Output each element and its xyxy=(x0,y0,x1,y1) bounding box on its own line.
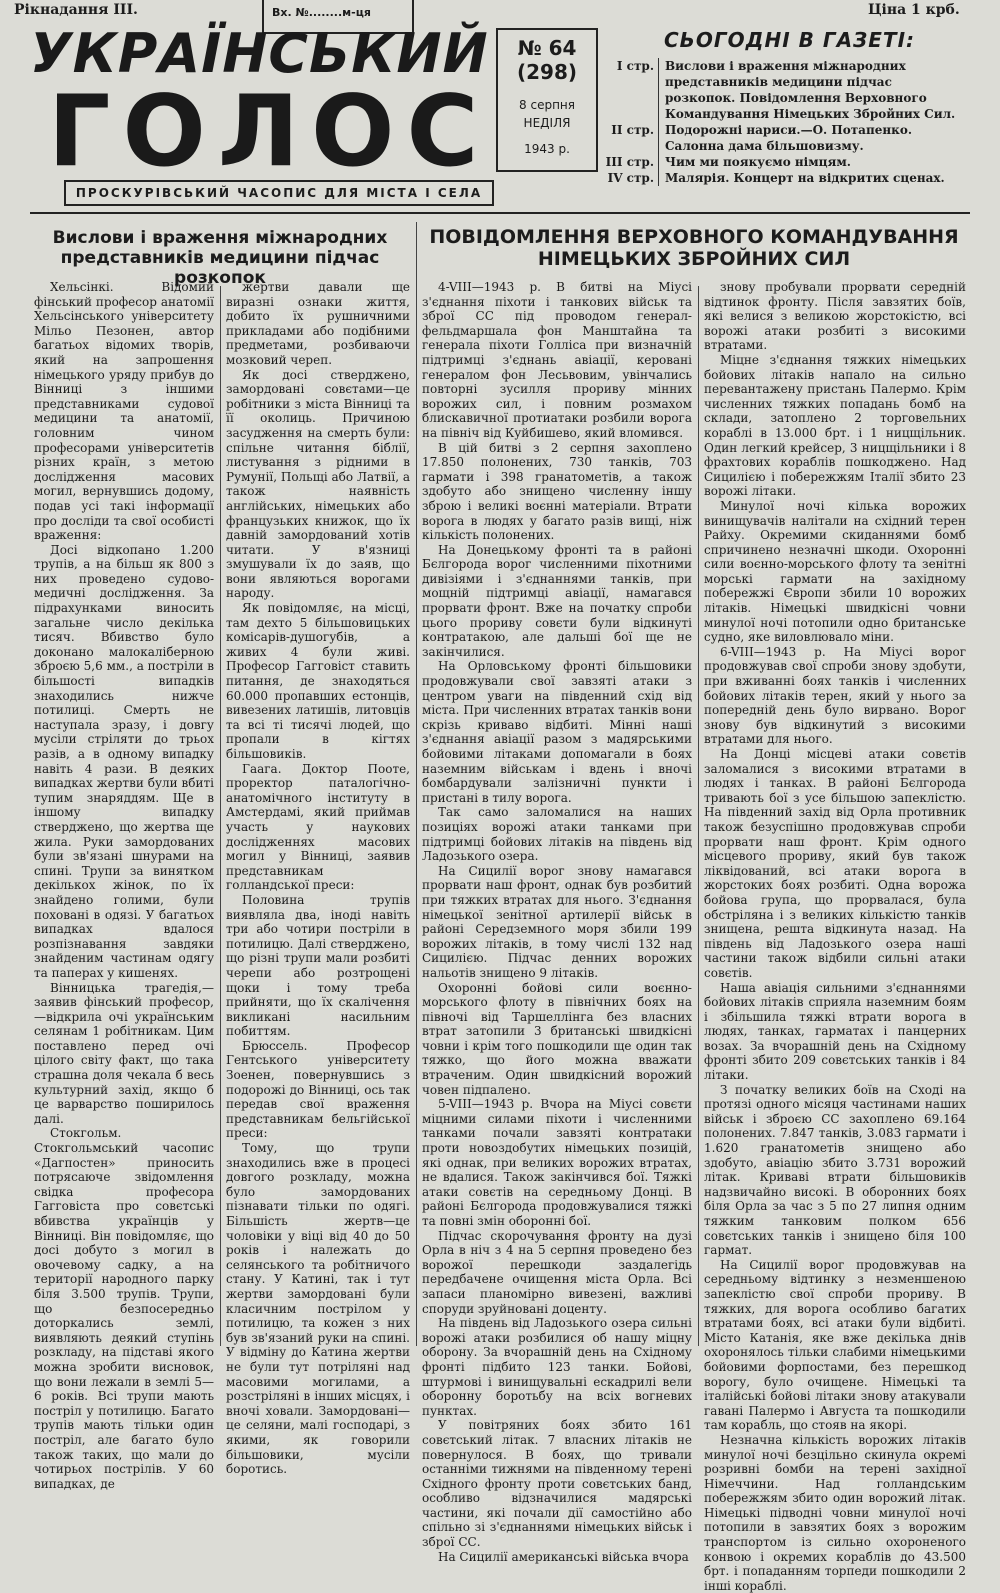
article-paragraph: У повітряних боях збито 161 совєтський літак. 7 власних літаків не повернулося. В боях, що тривали останніми тижнями на південному терені Східного фронту проти совєтських банд, особливо відзначилися мадярські частини, які почали дії самостійно або спільно зі з'єднаннями німецьких військ і зброї СС. xyxy=(422,1418,692,1550)
article-paragraph: 5-VIII—1943 р. Вчора на Міусі совєти міцними силами піхоти і численними танками почали завзяті контратаки проти новоздобутих німецьких позицій, які однак, при великих ворожих втратах, не вдалися. Також закінчився бої. Тяжкі атаки совєтів на середньому Донці. В районі Бєлгорода продовжувалися тяжкі та повні змін оборонні бої. xyxy=(422,1097,692,1228)
price-label: Ціна 1 крб. xyxy=(868,2,960,18)
article-paragraph: Вінницька трагедія,—заявив фінський професор,—відкрила очі українським селянам 1 робітникам. Цим поставлено перед очі цілого світу факт, що така страшна доля чекала б весь культурний захід, якщо б це варварство поширилось далі. xyxy=(34,980,214,1126)
contents-page-number: II стр. xyxy=(604,122,659,154)
issue-number: № 64 (298) xyxy=(516,36,578,84)
article-paragraph: 4-VIII—1943 р. В битві на Міусі з'єднання піхоти і танкових військ та зброї СС під проводом генерал-фельдмаршала фон Манштайна та генерала піхоти Голліса при визначній підтримці з'єднань авіації, керовані генералом фон Лесьвовим, увінчались повторні зусилля прориву мінних ворожих сил, і повним розмахом блискавичної протиатаки розбили ворога на північ від Куйбишево, який вломився. xyxy=(422,280,692,440)
contents-heading: СЬОГОДНІ В ГАЗЕТІ: xyxy=(664,28,916,52)
article-paragraph: На південь від Ладозького озера сильні ворожі атаки розбилися об нашу міцну оборону. За вчорашній день на Східному фронті підбито 123 танки. Бойові, штурмові і винищувальні ескадрилі вели оборонну боротьбу на всіх вогневих пунктах. xyxy=(422,1316,692,1418)
article-paragraph: Стокгольм. Стокгольмський часопис «Дагпостен» приносить потрясаюче звідомлення свідка професора Гагговіста про совєтські вбивства українців у Вінниці. Він повідомляє, що досі добуто з могил в овочевому садку, а на території народного парку біля 3.500 трупів. Трупи, що безпосередньо доторкались землі, виявляють деякий ступінь розкладу, на підставі якого можна зробити висновок, що вони лежали в землі 5—6 років. Всі трупи мають постріл у потилицю. Багато трупів мають тільки один постріл, але багато було також таких, що мали до чотирьох пострілів. У 60 випадках, де xyxy=(34,1126,214,1491)
masthead-title-line2: ГОЛОС xyxy=(48,75,491,189)
column-divider-1 xyxy=(220,286,221,1346)
article-paragraph: На Сицилії американські війська вчора xyxy=(438,1549,689,1564)
article-paragraph: На Донці місцеві атаки совєтів заломалися з високими втратами в людях і танках. В районі Бєлгорода тривають бої з усе більшою запеклістю. На південний захід від Орла противник також безуспішно продовжував спроби прорвати наш фронт. Крім одного місцевого прориву, який був також ліквідований, всі атаки ворога в жорстоких боях розбиті. Одна ворожа бойова група, що прорвалася, була обстріляна і з великих кількістю танків знищена, решта відкинута назад. На південь від Ладозького озера наші частини також відбили сильні атаки совєтів. xyxy=(704,747,966,980)
article-paragraph: На Донецькому фронті та в районі Бєлгорода ворог численними піхотними дивізіями і з'єднаннями танків, при мощній підтримці авіації, намагався прорвати фронт. Вже на початку спроби цього прориву совєти були відкинуті контратакою, але дальші бої ще не закінчилися. xyxy=(422,542,692,659)
article1-column-1 xyxy=(34,280,214,1491)
article-paragraph: Незначна кількість ворожих літаків минулої ночі безцільно скинула окремі розривні бомби на терені західної Німеччини. Над голландським побережжям збито один ворожий літак. Німецькі підводні човни минулої ночі потопили в завзятих боях з ворожим транспортом із сильно охороненого конвою і окремих кораблів до 43.500 брт. і попаданням торпеди пошкодили 2 інші кораблі. xyxy=(704,1432,966,1593)
contents-row xyxy=(604,122,964,154)
article-paragraph: 6-VIII—1943 р. На Міусі ворог продовжував свої спроби знову здобути, при вживанні бoях танків і численних бойових літаків терен, який у нього за попередній день було вирвано. Ворог знову був відкинутий з високими втратами для нього. xyxy=(704,644,966,747)
issue-day: 8 серпня xyxy=(519,98,575,112)
article-paragraph: На Сицилії ворог знову намагався прорвати наш фронт, однак був розбитий при тяжких втратах для нього. З'єднання німецької зенітної артилерії військ в районі Середземного моря збили 199 ворожих літаків, в тому числі 132 над Сицилією. Підчас денних ворожих нальотів знищено 9 літаків. xyxy=(422,863,692,980)
article1-title: Вислови і враження міжнародних представників медицини підчас розкопок xyxy=(52,228,388,288)
issue-year: 1943 р. xyxy=(524,142,570,156)
article-paragraph: Гаага. Доктор Пооте, проректор паталогічно-анатомічного інституту в Амстердамі, який приймав участь у наукових дослідженнях масових могил у Вінниці, заявив представникам голландської преси: xyxy=(226,761,410,893)
article-paragraph: Тому, що трупи знаходились вже в процесі довгого розкладу, можна було замордованих пізнавати тільки по одягі. Більшість жертв—це чоловіки у віці від 40 до 50 років і належать до селянського та робітничого стану. У Катині, так і тут жертви замордовані були класичним пострілом у потилицю, та кожен з них був зв'язаний руки на спині. У відміну до Катина жертви не були тут потріляні над масовими могилами, а розстріляні в інших місцях, і вночі ховали. Замордовані—це селяни, малі господарі, з якими, як говорили більшовики, мусіли боротись. xyxy=(226,1141,410,1477)
contents-row xyxy=(604,170,964,186)
article-paragraph: Охоронні бойові сили воєнно-морського флоту в північних боях на півночі від Таршеллінга без власних втрат затопили 3 британські швидкісні човни і крім того пошкодили ще один так тяжко, що його можна вважати втраченим. Один швидкісний ворожий човен підпалено. xyxy=(422,980,692,1097)
year-label: Рікнадання III. xyxy=(14,2,138,18)
contents-items: Чим ми поякуємо німцям. xyxy=(665,155,851,169)
article-paragraph: В цій битві з 2 серпня захоплено 17.850 полонених, 730 танків, 703 гармати і 398 гранатометів, а також здобуто або знищено численну іншу зброю і великі воєнні матеріали. Втрати ворога в людях у багато разів вищі, ніж кількість полонених. xyxy=(422,440,692,543)
article-paragraph: Досі відкопано 1.200 трупів, а на більш як 800 з них проведено судово-медичні дослідження. За підрахунками виносить загальне число декілька тисяч. Вбивство було доконано малокаліберною зброєю 5,6 мм., а постріли в більшості випадків знаходились нижче потилиці. Смерть не наступала зразу, і довгу мусіли стріляти до трьох разів, а в одному випадку навіть 4 рази. В деяких випадках жертви були вбиті тупим знаряддям. Ще в іншому випадку стверджено, що жертва ще жила. Руки замордованих були зв'язані шнурами на спині. Трупи за винятком декількох жінок, по їх знайдено голими, були поховані в одязі. У багатьох випадках вдалося розпізнавання завдяки знайденим частинам одягу та паперах у кишенях. xyxy=(34,542,214,980)
contents-items: Подорожні нариси.—О. Потапенко. Салонна дама більшовизму. xyxy=(665,123,913,153)
contents-items: Вислови і враження міжнародних представників медицини підчас розкопок. Повідомлення Верховного Командування Німецьких Збройних Сил. xyxy=(665,59,956,121)
article-paragraph: Минулої ночі кілька ворожих винищувачів налітали на східний терен Райху. Окремими скиданнями бомб спричинено незначні шкоди. Охоронні сили воєнно-морського флоту та зенітні морські гармати на західному побережжі Європи збили 10 ворожих літаків. Німецькі швидкісні човни минулої ночі потопили одно британське судно, яке виловлювало міни. xyxy=(704,498,966,645)
article-paragraph: Міцне з'єднання тяжких німецьких бойових літаків напало на сильно перевантажену пристань Палермо. Крім численних тяжких попадань бомб на склади, затоплено 2 торговельних кораблі в 13.000 брт. і 1 ницщільник. Один легкий крейсер, 3 ницщільники і 8 фрахтових кораблів пошкоджено. Над Сицилією і побережжям Італії збито 23 ворожі літаки. xyxy=(704,352,966,499)
contents-page-number: І стр. xyxy=(604,58,659,122)
contents-page-number: III стр. xyxy=(604,154,659,170)
article-paragraph: знову пробували прорвати середній відтинок фронту. Після завзятих боїв, які велися з великою жорстокістю, всі ворожі атаки розбиті з високими втратами. xyxy=(704,280,966,353)
article1-column-2 xyxy=(226,280,410,1477)
contents-list xyxy=(604,58,964,186)
masthead-title-line1: УКРАЇНСЬКИЙ xyxy=(30,22,489,85)
article-paragraph: З початку великих боїв на Сході на протязі одного місяця частинами наших військ і зброєю СС захоплено 69.164 полонених. 7.847 танків, 3.083 гармати і 1.620 гранатометів знищено або здобуто, авіацію збито 3.731 ворожий літак. Криваві втрати більшовиків надзвичайно високі. В оборонних боях біля Орла за час з 5 по 27 липня одним тяжким танковим полком 656 совєтських танків і знищено біля 100 гармат. xyxy=(704,1082,966,1258)
masthead-subtitle: ПРОСКУРІВСЬКИЙ ЧАСОПИС ДЛЯ МІСТА І СЕЛА xyxy=(64,180,494,206)
issue-box xyxy=(496,28,598,172)
article-paragraph: жертви давали ще виразні ознаки життя, добито їх рушничними прикладами або подібними предметами, розбиваючи мозковий череп. xyxy=(226,280,410,367)
header-rule xyxy=(30,212,970,214)
article-paragraph: Брюссель. Професор Гентського університету Зоенен, повернувшись з подорожі до Вінниці, ось так передав свої враження представникам бельгійської преси: xyxy=(226,1038,410,1141)
article-paragraph: Підчас скорочування фронту на дузі Орла в ніч з 4 на 5 серпня проведено без ворожої перешкоди заздалегідь передбачене очищення міста Орла. Всі запаси планомірно вивезені, важливі споруди зруйновані доценту. xyxy=(422,1228,692,1316)
contents-row xyxy=(604,154,964,170)
column-divider-2 xyxy=(416,222,417,1346)
article-paragraph: На Сицилії ворог продовжував на середньому відтинку з незменшеною запеклістю свої спроби прориву. В тяжких, для ворога особливо багатих втратами боях, всі атаки були відбиті. Місто Катанія, яке вже декілька днів охоронялось тільки слабими німецькими бойовими форпостами, без перешкод ворогу, було очищене. Німецькі та італійські бойові літаки знову атакували гавані Палермо і Августа та пошкодили там корабль, що стояв на якорі. xyxy=(704,1257,966,1433)
contents-page-number: IV стр. xyxy=(604,170,659,186)
column-divider-3 xyxy=(698,286,699,1346)
article-paragraph: Так само заломалися на наших позиціях ворожі атаки танками при підтримці бойових літаків на південь від Ладозького озера. xyxy=(422,805,692,864)
article2-column-1 xyxy=(422,280,692,1564)
article-paragraph: Половина трупів виявляла два, іноді навіть три або чотири постріли в потилицю. Далі стверджено, що різні трупи мали розбиті черепи або розтрощені щоки і тому треба прийняти, що їх скалічення викликані насильним побиттям. xyxy=(226,892,410,1039)
contents-items: Малярія. Концерт на відкритих сценах. xyxy=(665,171,945,185)
registry-stamp: Вх. №........м-ця xyxy=(262,0,414,34)
article-paragraph: Хельсінкі. Відомий фінський професор анатомії Хельсінського університету Мільо Пезонен, автор багатьох відомих творів, який на запрошення німецького уряду прибув до Вінниці з іншими представниками судової медицини та анатомії, головним чином професорами університетів різних країн, з метою дослідження масових могил, вернувшись додому, подав усі такі інформації про досліди та свої особисті враження: xyxy=(34,280,214,543)
article2-title: ПОВІДОМЛЕННЯ ВЕРХОВНОГО КОМАНДУВАННЯ НІМЕЦЬКИХ ЗБРОЙНИХ СИЛ xyxy=(429,226,959,270)
contents-box xyxy=(604,28,964,204)
article-paragraph: Наша авіація сильними з'єднаннями бойових літаків сприяла наземним боям і збільшила тяжкі втрати ворога в людях, танках, гарматах і панцерних возах. За вчорашній день на Східному фронті збито 209 совєтських танків і 84 літаки. xyxy=(704,980,966,1083)
contents-row xyxy=(604,58,964,122)
issue-weekday: НЕДІЛЯ xyxy=(523,116,571,130)
article-paragraph: Як повідомляє, на місці, там дехто 5 більшовицьких комісарів-душогубів, а живих 4 були живі. Професор Гагговіст ставить питання, де знаходяться 60.000 пропавших естонців, вивезених латишів, литовців та всі ті тисячі людей, що пропали в кігтях більшовиків. xyxy=(226,601,410,761)
article-paragraph: Як досі стверджено, замордовані совєтами—це робітники з міста Вінниці та її околиць. Причиною засудження на смерть були: спільне читання біблії, листування з рідними в Румунії, Польщі або Латвії, а також наявність англійських, німецьких або французьких книжок, що їх давній замордований хотів читати. У в'язниці змушували їх до заяв, що вони являються ворогами народу. xyxy=(226,367,410,601)
article-paragraph: На Орловському фронті більшовики продовжували свої завзяті атаки з центром уваги на південний схід від міста. При численних втратах танків вони скрізь кривавo відбиті. Мінні наші з'єднання авіації разом з мадярськими бойовими літаками допомагали в боях наземним військам і вдень і вночі бомбардували залізничні пункти і пристані в тилу ворога. xyxy=(422,659,692,805)
article2-column-2 xyxy=(704,280,966,1593)
